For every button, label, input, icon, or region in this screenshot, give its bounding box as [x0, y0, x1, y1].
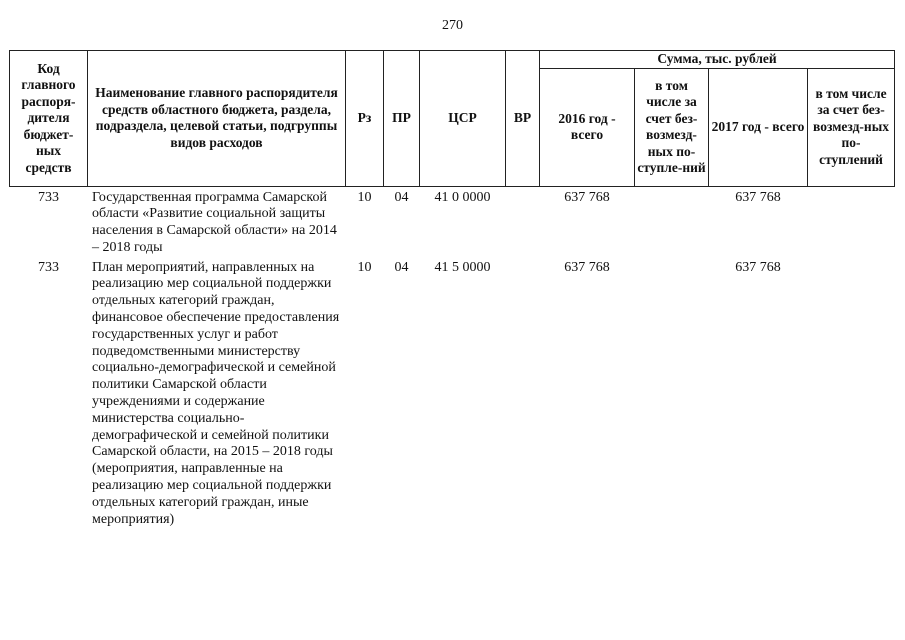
table-row	[10, 186, 895, 257]
header-name: Наименование главного распорядителя средств областного бюджета, раздела, подраздела, целевой статьи, подгруппы видов расходов	[88, 51, 346, 187]
budget-table	[9, 50, 895, 528]
cell-name: Государственная программа Самарской области «Развитие социальной защиты населения в Самарской области» на 2014 – 2018 годы	[92, 189, 337, 255]
header-2017-total: 2017 год - всего	[709, 68, 808, 186]
cell-pr: 04	[394, 259, 409, 275]
header-2016-total: 2016 год - всего	[540, 68, 635, 186]
table-body	[10, 186, 895, 528]
header-rz: Рз	[346, 51, 384, 187]
header-vr: ВР	[506, 51, 540, 187]
cell-vr	[506, 186, 540, 257]
cell-csr: 41 5 0000	[434, 259, 491, 275]
cell-csr: 41 0 0000	[434, 189, 491, 205]
cell-rz: 10	[357, 259, 372, 275]
header-2017-free: в том числе за счет без-возмезд-ных по-ступлений	[808, 68, 895, 186]
cell-2016-total: 637 768	[564, 259, 610, 275]
cell-2017-total: 637 768	[735, 259, 781, 275]
cell-rz: 10	[357, 189, 372, 205]
table-row	[10, 257, 895, 529]
cell-2017-free	[808, 186, 895, 257]
cell-vr	[506, 257, 540, 529]
cell-2016-total: 637 768	[564, 189, 610, 205]
header-2016-free: в том числе за счет без-возмезд-ных по-ступле-ний	[635, 68, 709, 186]
cell-2017-total: 637 768	[735, 189, 781, 205]
table-header	[10, 51, 895, 187]
cell-name: План мероприятий, направленных на реализацию мер социальной поддержки отдельных категорий граждан, финансовое обеспечение предоставления государственных услуг и работ подведомственными министерству социально-демографической и семейной политики Самарской области учреждениями и содержание министерства социально-демографической и семейной политики Самарской области, на 2015 – 2018 годы (мероприятия, направленные на реализацию мер социальной поддержки отдельных категорий граждан, иные мероприятия)	[92, 259, 340, 527]
header-code: Код главного распоря-дителя бюджет-ных средств	[10, 51, 88, 187]
header-csr: ЦСР	[420, 51, 506, 187]
cell-code: 733	[38, 259, 59, 275]
header-pr: ПР	[384, 51, 420, 187]
header-sum: Сумма, тыс. рублей	[540, 51, 895, 69]
budget-table-container	[9, 50, 894, 528]
cell-2016-free	[635, 257, 709, 529]
cell-2016-free	[635, 186, 709, 257]
cell-pr: 04	[394, 189, 409, 205]
cell-code: 733	[38, 189, 59, 205]
page-number: 270	[442, 18, 463, 33]
cell-2017-free	[808, 257, 895, 529]
